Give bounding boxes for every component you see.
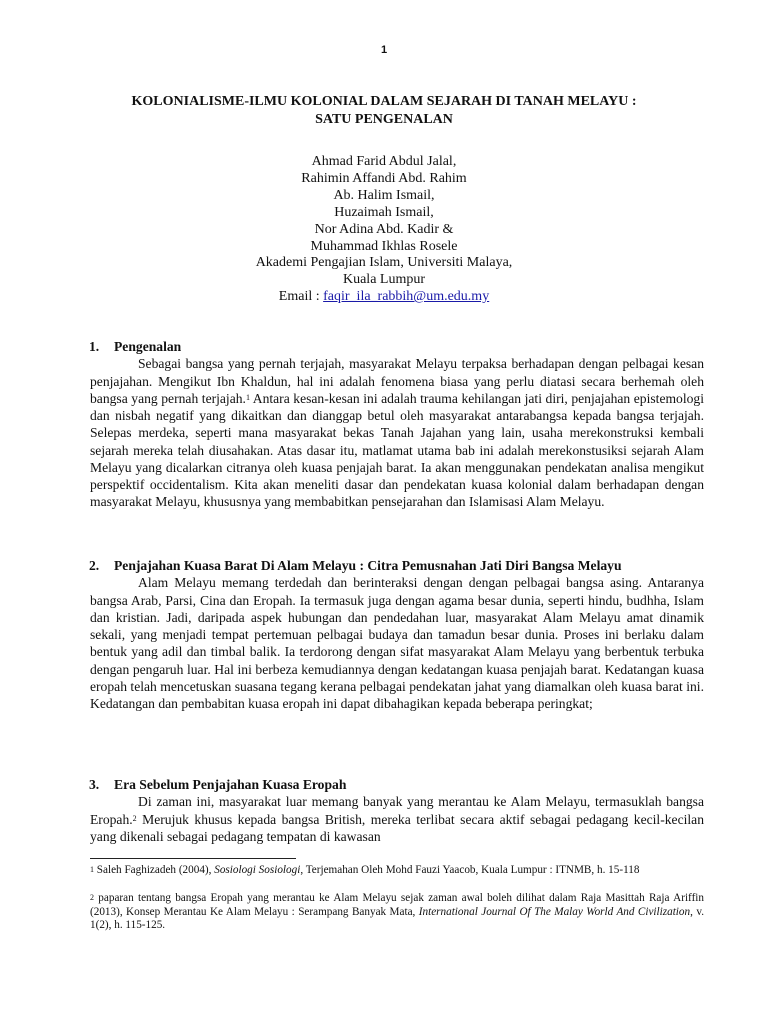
author-line: Ab. Halim Ismail, <box>333 187 435 203</box>
footnote-1 <box>90 864 704 878</box>
section-heading-text: Era Sebelum Penjajahan Kuasa Eropah <box>114 777 347 792</box>
footnote-mark: 1 <box>90 865 94 874</box>
footnote-text: paparan tentang bangsa Eropah yang merantau ke Alam Melayu sejak zaman awal boleh dilihat dalam Raja Masittah Raja Ariffin (2013), Konsep Merantau Ke Alam Melayu : Serampang Banyak Mata, <box>90 892 704 918</box>
section-number: 1. <box>89 339 100 354</box>
email-link[interactable]: faqir_ila_rabbih@um.edu.my <box>323 289 490 305</box>
section-number: 2. <box>89 558 100 573</box>
email-label: Email : <box>278 289 324 305</box>
section-heading-text: Penjajahan Kuasa Barat Di Alam Melayu : Citra Pemusnahan Jati Diri Bangsa Melayu <box>114 558 622 573</box>
affiliation-line: Akademi Pengajian Islam, Universiti Malaya, <box>255 255 513 271</box>
author-line: Rahimin Affandi Abd. Rahim <box>301 170 467 186</box>
author-line: Muhammad Ikhlas Rosele <box>310 238 458 254</box>
paper-title <box>70 93 698 129</box>
affiliation-city: Kuala Lumpur <box>342 272 426 288</box>
footnote-divider <box>90 858 296 859</box>
section-heading <box>90 557 704 574</box>
section-heading-text: Pengenalan <box>114 339 182 354</box>
section-2 <box>90 557 704 712</box>
title-line-2: SATU PENGENALAN <box>315 112 453 127</box>
footnote-ref[interactable]: 2 <box>132 813 137 823</box>
footnote-text: , v. 1(2), h. 115-125. <box>90 905 704 932</box>
footnote-ref[interactable]: 1 <box>245 392 250 402</box>
section-body <box>90 793 704 845</box>
body-text: Sebagai bangsa yang pernah terjajah, masyarakat Melayu terpaksa berhadapan dengan pelbagai kesan penjajahan. Mengikut Ibn Khaldun, hal ini adalah fenomena biasa yang perlu diatasi secara berhemah oleh bangsa yang pernah terjajah. <box>90 356 704 406</box>
body-text: Di zaman ini, masyarakat luar memang banyak yang merantau ke Alam Melayu, termasuklah bangsa Eropah. <box>90 794 704 827</box>
section-body <box>90 355 704 510</box>
footnote-mark: 2 <box>90 893 94 902</box>
footnote-italic-title: International Journal Of The Malay World And Civilization <box>418 905 691 918</box>
body-text: Antara kesan-kesan ini adalah trauma kehilangan jati diri, penjajahan epistemologi dan nisbah negatif yang dikaitkan dan dianggap betul oleh masyarakat antarabangsa kepada bangsa terjajah. Selepas merdeka, seperti mana masyarakat bekas Tanah Jajahan yang lain, usaha merekonstruksi kembali sejarah mereka telah diusahakan. Atas dasar itu, matlamat utama bab ini adalah merekonstusiksi sejarah Alam Melayu yang dicalarkan citranya oleh kuasa penjajah barat. Ia akan menggunakan pendekatan analisa mengikut perspektif occidentalism. Kita akan meneliti dasar dan pendekatan kuasa kolonial dalam berhadapan dengan masyarakat Melayu, khususnya yang membabitkan pensejarahan dan Islamisasi Alam Melayu. <box>90 390 704 510</box>
author-block <box>0 154 768 306</box>
email-line <box>0 289 768 306</box>
section-1 <box>90 338 704 511</box>
section-3 <box>90 776 704 845</box>
section-heading <box>90 338 704 355</box>
author-line: Nor Adina Abd. Kadir & <box>314 221 454 237</box>
section-number: 3. <box>89 777 100 792</box>
page-number: 1 <box>380 44 388 56</box>
section-body: Alam Melayu memang terdedah dan berinteraksi dengan dengan pelbagai bangsa asing. Antaranya bangsa Arab, Parsi, Cina dan Eropah. Ia termasuk juga dengan agama besar dunia, seperti hindu, budhha, Islam dan kristian. Jadi, daripada aspek hubungan dan pendedahan luar, masyarakat Alam Melayu amat dinamik sekali, yang menjadi tempat pertemuan pelbagai budaya dan tamadun besar dunia. Proses ini berlaku dalam bentuk yang adil dan timbal balik. Ia terdorong dengan sifat masyarakat Alam Melayu yang berbentuk terbuka dengan pengaruh luar. Hal ini berbeza kemudiannya dengan kedatangan kuasa penjajah barat. Kedatangan kuasa eropah telah mencetuskan suasana tegang kerana pelbagai pendekatan jahat yang diamalkan oleh kuasa barat ini. Kedatangan dan pembabitan kuasa eropah ini dapat dibahagikan kepada beberapa peringkat; <box>90 575 704 711</box>
footnote-2 <box>90 892 704 933</box>
author-line: Huzaimah Ismail, <box>334 204 434 220</box>
body-text: Merujuk khusus kepada bangsa British, mereka terlibat secara aktif sebagai pedagang kecil-kecilan yang dikenali sebagai pedagang tempatan di kawasan <box>90 811 704 844</box>
footnote-text: Saleh Faghizadeh (2004), <box>94 864 215 876</box>
title-line-1: KOLONIALISME-ILMU KOLONIAL DALAM SEJARAH DI TANAH MELAYU : <box>131 94 637 109</box>
author-line: Ahmad Farid Abdul Jalal, <box>311 154 457 169</box>
section-heading <box>90 776 704 793</box>
footnote-text: , Terjemahan Oleh Mohd Fauzi Yaacob, Kuala Lumpur : ITNMB, h. 15-118 <box>300 864 640 876</box>
footnote-italic-title: Sosiologi Sosiologi <box>214 864 301 876</box>
